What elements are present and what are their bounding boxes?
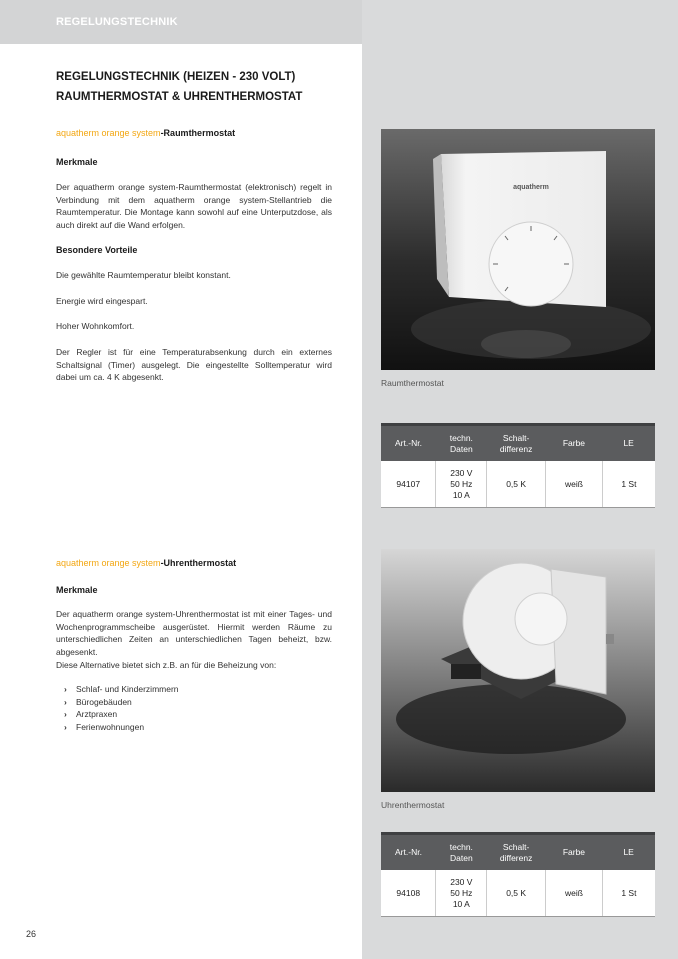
col-tech-data: techn. Daten [436,834,487,871]
cell-color: weiß [546,870,603,917]
list-item: › Arztpraxen [64,709,118,720]
tech-voltage: 230 V [450,876,473,887]
heating-usage-list [56,683,179,733]
product1-heading [56,128,235,138]
raumthermostat-photo [381,129,655,370]
col-le: LE [602,425,655,462]
chevron-right-icon: › [64,684,67,694]
raumthermostat-caption: Raumthermostat [381,378,444,388]
list-item: › Schlaf- und Kinderzimmern [64,684,179,694]
table-row [381,461,655,508]
col-art-nr: Art.-Nr. [381,834,436,871]
cell-art-nr: 94107 [381,461,436,508]
page-number: 26 [26,929,37,939]
product1-advantage-3: Hoher Wohnkomfort. [56,321,135,331]
cell-art-nr: 94108 [381,870,436,917]
col-le: LE [602,834,655,871]
product1-advantages-heading: Besondere Vorteile [56,245,138,255]
col-switch-diff: Schalt- differenz [487,834,546,871]
product1-features-heading: Merkmale [56,157,98,167]
raumthermostat-spec-table [381,423,655,508]
uhrenthermostat-spec-table [381,832,655,917]
col-color: Farbe [546,834,603,871]
product2-brand: aquatherm orange system [56,558,161,568]
product1-brand: aquatherm orange system [56,128,161,138]
cell-tech-data [436,870,487,917]
section-tab-label: REGELUNGSTECHNIK [56,16,178,28]
product2-features-heading: Merkmale [56,585,98,595]
cell-switch-diff: 0,5 K [487,461,546,508]
col-art-nr: Art.-Nr. [381,425,436,462]
uhrenthermostat-caption: Uhrenthermostat [381,800,445,810]
product1-advantage-1: Die gewählte Raumtemperatur bleibt konstant. [56,270,231,280]
chevron-right-icon: › [64,709,67,720]
product1-advantage-2: Energie wird eingespart. [56,296,148,306]
svg-text:aquatherm: aquatherm [513,184,549,191]
list-item: › Ferienwohnungen [64,721,145,732]
col-switch-diff: Schalt- differenz [487,425,546,462]
section-header-band [0,0,362,44]
cell-le: 1 St [602,870,655,917]
product2-description: Der aquatherm orange system-Uhrenthermostat ist mit einer Tages- und Wochenprogrammscheibe ausgerüstet. Hiermit werden Räume zu unterschiedlichen Zeiten an unterschiedlichen Tagen beheizt, bzw. abgesenkt. [56,609,332,657]
chevron-right-icon: › [64,721,67,732]
cell-switch-diff: 0,5 K [487,870,546,917]
product1-name: -Raumthermostat [160,128,236,138]
tech-current: 10 A [452,898,470,909]
col-color: Farbe [546,425,603,462]
product2-name: -Uhrenthermostat [160,558,237,568]
page-title-line1: REGELUNGSTECHNIK (HEIZEN - 230 VOLT) [56,71,296,83]
chevron-right-icon: › [64,696,67,707]
cell-tech-data [436,461,487,508]
tech-voltage: 230 V [450,467,473,478]
tech-frequency: 50 Hz [450,887,473,898]
tech-frequency: 50 Hz [450,478,473,489]
page-title-line2: RAUMTHERMOSTAT & UHRENTHERMOSTAT [56,91,303,103]
raumthermostat-illustration [381,129,655,370]
product1-description: Der aquatherm orange system-Raumthermostat (elektronisch) regelt in Verbindung mit dem aquatherm orange system-Stellantrieb die Raumtemperatur. Die Montage kann sowohl auf eine Unterputzdose, als auch direkt auf die Wand erfolgen. [56,182,332,230]
list-item: › Bürogebäuden [64,696,132,707]
product2-intro: Diese Alternative bietet sich z.B. an für die Beheizung von: [56,660,277,670]
cell-le: 1 St [602,461,655,508]
product2-heading [56,558,236,568]
cell-color: weiß [546,461,603,508]
col-tech-data: techn. Daten [436,425,487,462]
uhrenthermostat-illustration [381,549,655,792]
tech-current: 10 A [452,489,470,500]
table-row [381,870,655,917]
uhrenthermostat-photo [381,549,655,792]
product1-note: Der Regler ist für eine Temperaturabsenkung durch ein externes Schaltsignal (Timer) ausgelegt. Die eingestellte Solltemperatur wird dabei um ca. 4 K abgesenkt. [56,347,332,383]
